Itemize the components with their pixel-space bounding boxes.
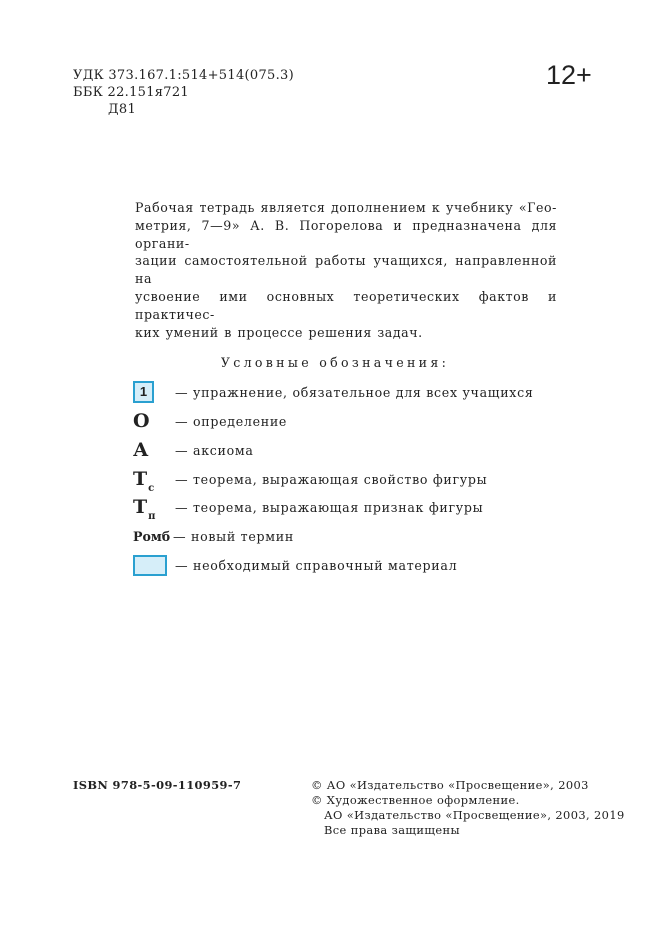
reference-box-icon [133, 555, 167, 576]
intro-line: ких умений в процессе решения задач. [135, 324, 423, 340]
symbol-letter: Т [133, 496, 148, 518]
udk-code: УДК 373.167.1:514+514(075.3) [73, 68, 294, 83]
intro-line: метрия, 7—9» А. В. Погорелова и предназначена для органи- [135, 217, 557, 251]
intro-paragraph [135, 199, 557, 341]
legend-text: — новый термин [173, 529, 294, 544]
copyright-line: © АО «Издательство «Просвещение», 2003 [311, 778, 589, 792]
copyright-line: АО «Издательство «Просвещение», 2003, 2019 [324, 808, 625, 822]
bbk-code: ББК 22.151я721 [73, 85, 190, 100]
theorem-criterion-symbol [133, 496, 155, 522]
legend-text: — необходимый справочный материал [175, 558, 458, 573]
legend-title: Условные обозначения: [220, 355, 450, 370]
age-rating: 12+ [546, 60, 592, 90]
copyright-line: © Художественное оформление. [311, 793, 520, 807]
intro-line: зации самостоятельной работы учащихся, направленной на [135, 253, 557, 287]
isbn: ISBN 978-5-09-110959-7 [73, 778, 242, 792]
legend-text: — определение [175, 414, 288, 429]
rights-reserved: Все права защищены [324, 823, 460, 837]
legend-text: — упражнение, обязательное для всех учащихся [175, 385, 534, 400]
legend-text: — аксиома [175, 443, 254, 458]
legend-text: — теорема, выражающая свойство фигуры [175, 472, 488, 487]
author-code: Д81 [108, 102, 137, 117]
axiom-symbol: А [133, 439, 149, 461]
theorem-property-symbol [133, 468, 154, 494]
intro-line: Рабочая тетрадь является дополнением к учебнику «Гео- [135, 200, 557, 215]
definition-symbol: О [133, 410, 150, 432]
symbol-subscript: с [148, 483, 155, 494]
intro-line: усвоение ими основных теоретических фактов и практичес- [135, 288, 557, 322]
exercise-number-box-icon: 1 [133, 381, 154, 403]
legend-text: — теорема, выражающая признак фигуры [175, 500, 484, 515]
symbol-letter: Т [133, 468, 148, 490]
symbol-subscript: п [148, 511, 156, 522]
new-term-symbol: Ромб [133, 529, 171, 544]
